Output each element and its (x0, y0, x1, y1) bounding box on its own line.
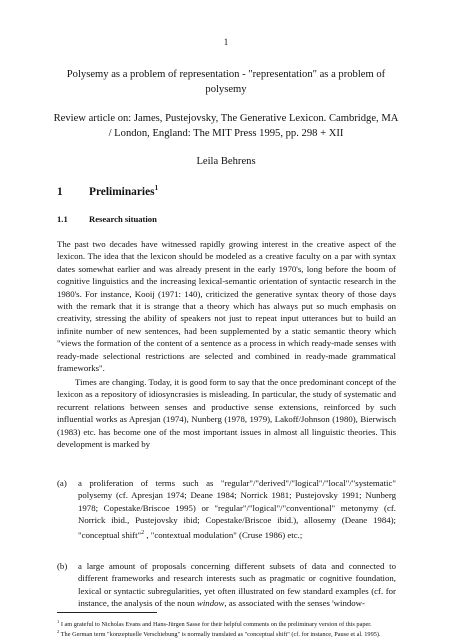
list-item-b-text-end: , as associated with the senses 'window- (224, 598, 365, 609)
list-item-b (57, 560, 396, 610)
list-item-a-text (78, 477, 396, 541)
list-item-a-text-end: , "contextual modulation" (Cruse 1986) etc.; (144, 529, 303, 540)
footnote-separator (57, 612, 157, 613)
paper-title: Polysemy as a problem of representation - "representation" as a problem of polysemy (66, 69, 386, 95)
footnote-mark-2: 2 (141, 529, 145, 536)
footnote-2 (57, 628, 396, 639)
paragraph-1: The past two decades have witnessed rapidly growing interest in the creative aspect of the lexicon. The idea that the lexicon should be modeled as a creative faculty on a par with syntax dates somewhat earlier and was already present in the early 1970's, long before the boom of cognitive linguistics and the increasing lexical-semantic orientation of syntactic research in the 1980's. For instance, Kooij (1971: 140), criticized the generative syntax theory of those days with the remark that it is strange that a theory which has always put so much emphasis on creativity, stressing the ability of speakers not just to repeat input utterances but to build an infinite number of new sentences, had been supplemented by a static semantic theory which "views the formation of the content of a sentence as a process in which ready-made senses with ready-made selectional restrictions are selected and combined in ready-made grammatical frameworks". (57, 239, 396, 374)
list-item-b-text (78, 560, 396, 610)
list-item-a (57, 477, 396, 541)
footnote-2-mark: 2 (57, 629, 60, 634)
list-item-a-label: (a) (57, 478, 67, 488)
footnote-2-text: The German term "konzeptuelle Verschiebung" is normally translated as "conceptual shift" (cf. for instance, Pause et al. 1995). (59, 631, 381, 639)
list-item-a-text-part: a proliferation of terms such as "regular"/"derived"/"logical"/"local"/"systematic" polysemy (cf. Apresjan 1974; Deane 1984; Norrick 1981; Pustejovsky 1991; Nunberg 1978; Copestake/Briscoe 1995) or "regular"/"logical"/"conventional" metonymy (cf. Norrick ibid., Pustejovsky ibid; Copestake/Briscoe ibid.), allosemy (Deane 1984); "conceptual shift" (78, 478, 396, 540)
footnote-1-text: I am grateful to Nicholas Evans and Hans-Jürgen Sasse for their helpful comments on the preliminary version of this paper. (59, 621, 372, 629)
review-citation: Review article on: James, Pustejovsky, The Generative Lexicon. Cambridge, MA / London, England: The MIT Press 1995, pp. 298 + XII (53, 113, 399, 139)
list-item-b-italic-term: window (196, 598, 225, 609)
paragraph-2: Times are changing. Today, it is good form to say that the once predominant concept of the lexicon as a repository of idiosyncrasies is misleading. In particular, the study of systematic and recurrent relations between senses and productive sense extensions, reinforced by such influential works as Apresjan (1974), Nunberg (1978, 1979), Lakoff/Johnson (1980), Bierwisch (1983) etc. has become one of the most important issues in almost all linguistic theories. This development is marked by (57, 377, 396, 450)
subsection-number: 1.1 (57, 214, 68, 224)
list-item-b-text-part: a large amount of proposals concerning different subsets of data and connected to different frameworks and research interests such as pragmatic or cognitive foundation, lexical or syntactic subregularities, yet often illustrated on few standard examples (cf. for instance, the analysis of the noun (78, 561, 396, 609)
section-number: 1 (57, 185, 63, 198)
subsection-title: Research situation (89, 214, 157, 224)
footnote-1-mark: 1 (57, 619, 60, 624)
section-title: Preliminaries (89, 185, 155, 198)
section-heading (57, 184, 158, 198)
page-number: 1 (223, 37, 229, 47)
footnote-mark-1: 1 (154, 184, 159, 192)
author-name: Leila Behrens (196, 156, 256, 167)
list-item-b-label: (b) (57, 561, 68, 571)
subsection-heading (57, 214, 157, 224)
